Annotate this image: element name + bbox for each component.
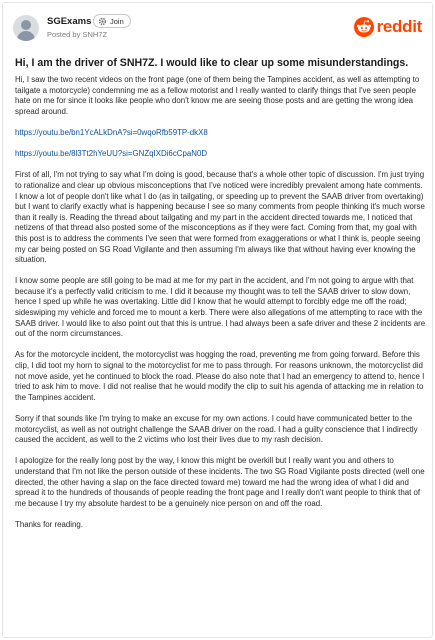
paragraph-clarification: First of all, I'm not trying to say what I'm doing is good, because that's a whole other topic of discussion. I'm just trying to rationalize and clear up obvious misconceptions that I've noticed were incredibly prevalent among hate comments. I know a lot of people don't like what I do (as in tailgating, or speeding up to prevent the SAAB driver from overtaking) but I want to clarify exactly what is happening because I see so many comments from people thinking it's much worse than it really is. Reading the thread about tailgating and my part in the accident directed towards me, I noticed that netizens of that thread also posted some of the misconceptions as if they were fact. Coming from that, my goal with this post is to address the comments I've seen that were formed from exaggerations or what I think is, people seeing my car being posted on SG Road Vigilante and then assuming I'm always like that without having ever knowing the situation. (15, 170, 425, 265)
post-header (11, 13, 424, 47)
post-card (2, 2, 433, 638)
subreddit-name[interactable]: SGExams (47, 16, 92, 27)
avatar-head-shape (21, 20, 31, 30)
paragraph-accident: I know some people are still going to be mad at me for my part in the accident, and I'm not going to argue with that because it's a perfectly valid criticism to me. I did it because my thought was to tell the SAAB driver to slow down, hence I sped up while he was overtaking. Little did I know that he would attempt to forcibly edge me off the road; sideswiping my vehicle and forced me to mount a kerb. There were also allegations of me attempting to race with the SAAB driver. I would like to also point out that this is untrue. I had always been a safe driver and these 2 incidents are out of the norm circumstances. (15, 276, 426, 339)
gear-icon (98, 17, 107, 26)
avatar-body-shape (17, 31, 35, 41)
paragraph-intro: Hi, I saw the two recent videos on the front page (one of them being the Tampines accident, as well as attempting to tailgate a motorcycle) condemning me as a fellow motorist and I really wanted to clarify things that I've seen people hate on me for since it looks like people who don't know me are seeing those posts and are getting the wrong idea spread around. (15, 75, 420, 116)
paragraph-motorcycle: As for the motorcycle incident, the motorcyclist was hogging the road, preventing me from going forward. Before this clip, I did toot my horn to signal to the motorcyclist for me to pass through. For reasons unknown, the motorcyclist did not move aside, yet he continued to block the road. Please do also note that I had an emergency to attend to, hence I tried to ask him to move. I did not realise that he would modify the clip to suit his agenda of attacking me in relation to the Tampines accident. (15, 350, 425, 402)
posted-by[interactable]: Posted by SNH7Z (47, 30, 108, 39)
post-body (15, 75, 427, 541)
paragraph-thanks: Thanks for reading. (15, 519, 83, 529)
join-label: Join (110, 16, 124, 26)
reddit-wordmark: reddit (376, 17, 422, 36)
reddit-alien-icon (354, 17, 374, 37)
youtube-link-1[interactable]: https://youtu.be/bn1YcALkDnA?si=0wqoRfb59TP-dkX8 (15, 127, 208, 137)
paragraph-closing: I apologize for the really long post by the way, I know this might be overkill but I really want you and others to understand that I'm not like the person outside of these incidents. The two SG Road Vigilante posts directed (well one directed, the other having a slap on the face directed toward me) toward me had the wrong idea of what I did and spread it to the hundreds of thousands of people reading the front page and I really don't want people to think that of me because I try my absolute hardest to be a genuinely nice person on and off the road. (15, 456, 425, 508)
paragraph-apology: Sorry if that sounds like I'm trying to make an excuse for my own actions. I could have communicated better to the motorcyclist, as well as not outright challenge the SAAB driver on the road. I had a guilty conscience that I indirectly caused the accident, as well to the 2 victims who lost their lives due to my rash decision. (15, 414, 418, 445)
post-title[interactable]: Hi, I am the driver of SNH7Z. I would like to clear up some misunderstandings. (15, 57, 409, 69)
join-button[interactable] (93, 14, 131, 28)
subreddit-avatar[interactable] (13, 15, 39, 41)
reddit-logo (354, 15, 422, 39)
youtube-link-2[interactable]: https://youtu.be/8l3Tt2hYeUU?si=GNZqIXDi6cCpaN0D (15, 149, 208, 159)
